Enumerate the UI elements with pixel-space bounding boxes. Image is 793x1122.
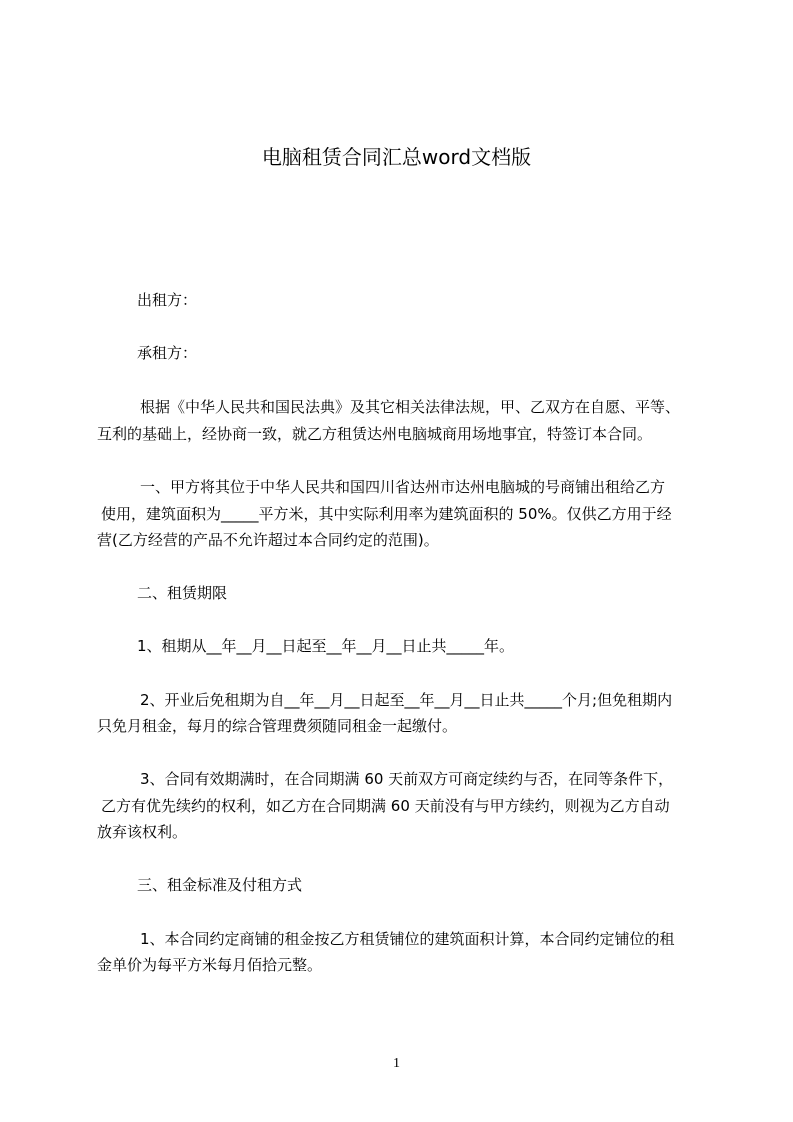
- paragraph-line: 只免月租金，每月的综合管理费须随同租金一起缴付。: [97, 717, 458, 735]
- paragraph-line: 金单价为每平方米每月佰拾元整。: [97, 956, 323, 974]
- paragraph-line: 一、甲方将其位于中华人民共和国四川省达州市达州电脑城的号商铺出租给乙方: [140, 478, 666, 496]
- paragraph-line: 乙方有优先续约的权利，如乙方在合同期满 60 天前没有与甲方续约，则视为乙方自动: [101, 797, 670, 815]
- document-title: 电脑租赁合同汇总word文档版: [261, 145, 532, 169]
- paragraph-line: 互利的基础上，经协商一致，就乙方租赁达州电脑城商用场地事宜，特签订本合同。: [97, 425, 653, 443]
- paragraph-line: 3、合同有效期满时，在合同期满 60 天前双方可商定续约与否，在同等条件下，: [140, 770, 674, 788]
- paragraph-line: 使用，建筑面积为_____平方米，其中实际利用率为建筑面积的 50%。仅供乙方用于经: [101, 505, 672, 523]
- section-heading: 三、租金标准及付租方式: [137, 876, 303, 894]
- page-number: 1: [393, 1056, 400, 1071]
- paragraph-line: 1、本合同约定商铺的租金按乙方租赁铺位的建筑面积计算，本合同约定铺位的租: [140, 930, 675, 948]
- paragraph-line: 放弃该权利。: [97, 823, 188, 841]
- paragraph-line: 营(乙方经营的产品不允许超过本合同约定的范围)。: [97, 531, 439, 549]
- paragraph-line: 1、租期从__年__月__日起至__年__月__日止共_____年。: [137, 637, 515, 655]
- paragraph-line: 根据《中华人民共和国民法典》及其它相关法律法规，甲、乙双方在自愿、平等、: [140, 398, 681, 416]
- lessor-label: 出租方：: [137, 291, 198, 309]
- paragraph-line: 2、开业后免租期为自__年__月__日起至__年__月__日止共_____个月;但免租期内: [140, 691, 673, 709]
- lessee-label: 承租方：: [137, 344, 198, 362]
- section-heading: 二、租赁期限: [137, 584, 228, 602]
